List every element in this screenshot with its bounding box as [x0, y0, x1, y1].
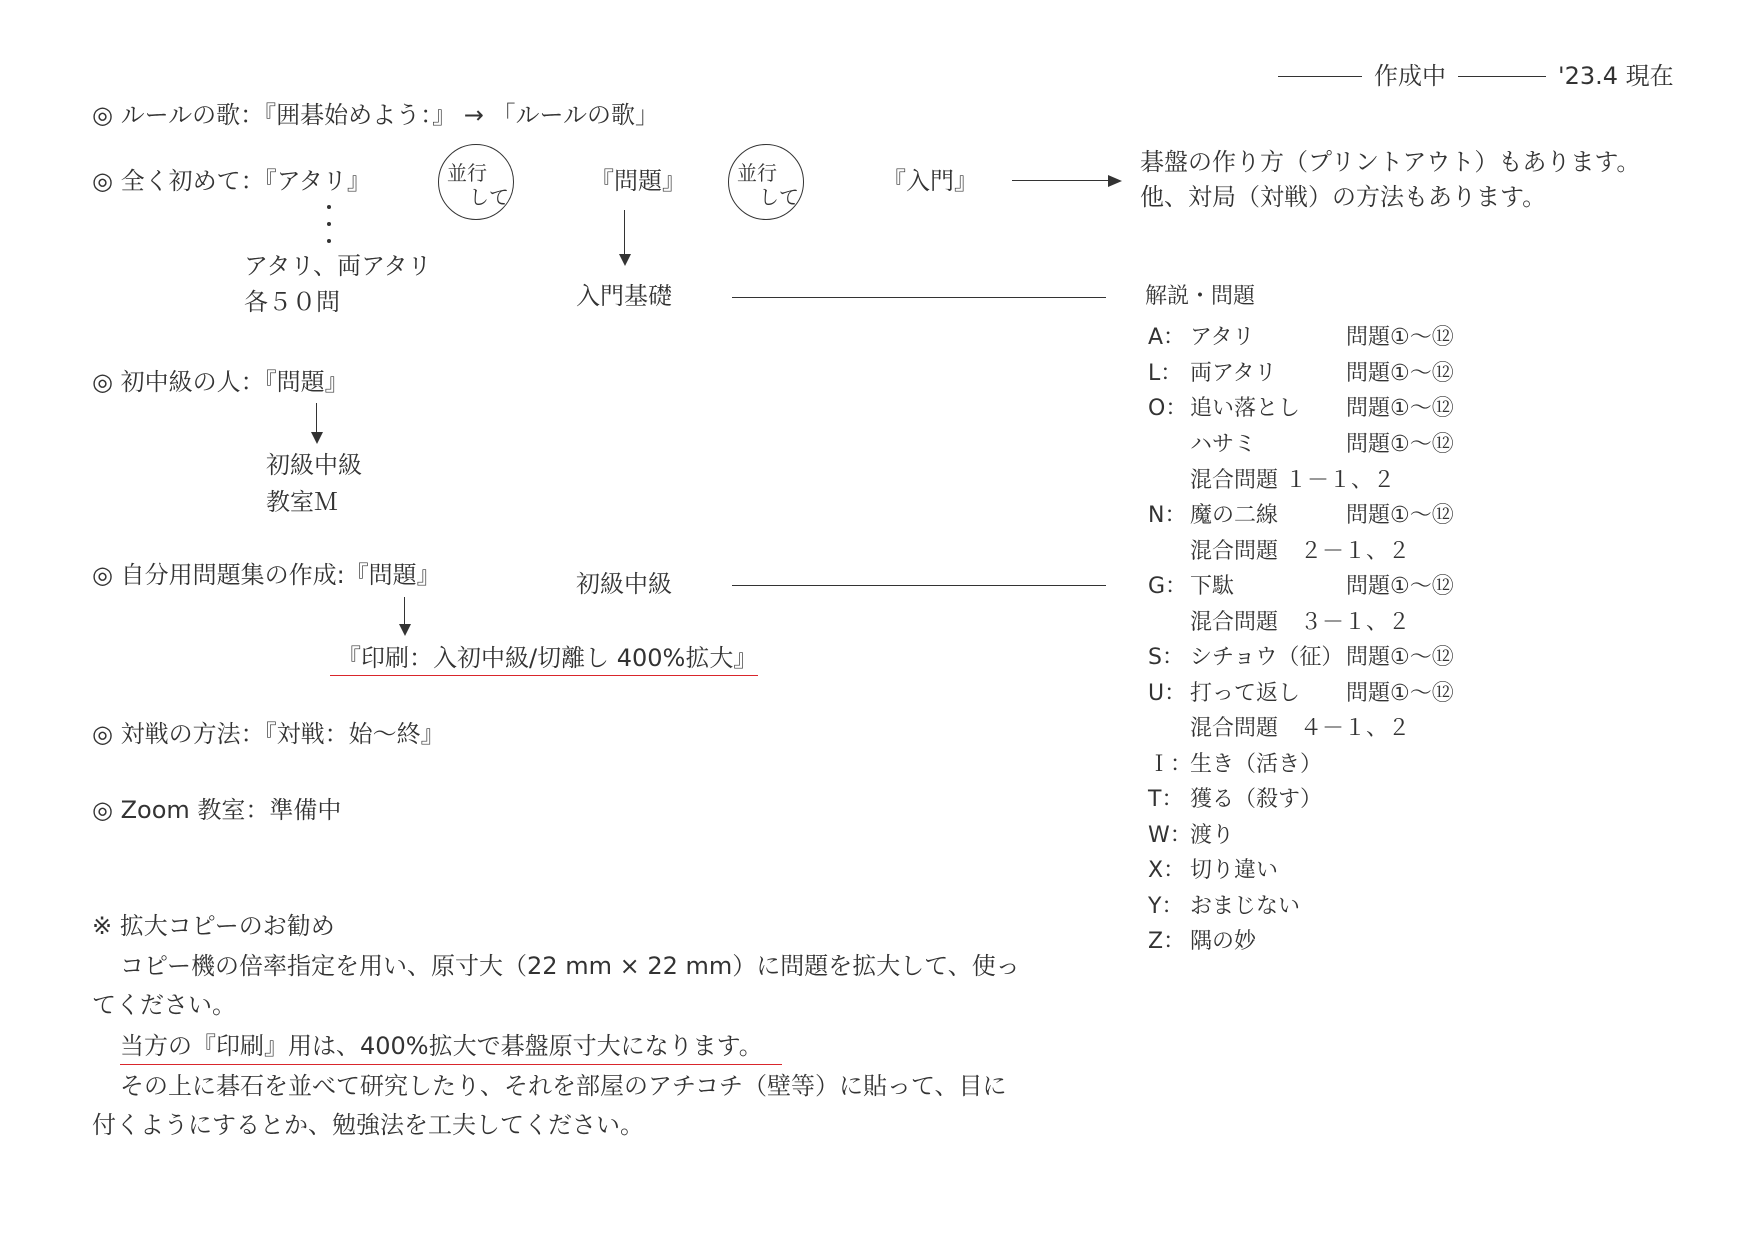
list-item-name: アタリ: [1190, 325, 1255, 350]
own-collection-label: ◎ 自分用問題集の作成:『問題』: [92, 561, 441, 589]
beginner-sub1: アタリ、両アタリ: [244, 252, 432, 280]
list-item-name: ハサミ: [1190, 432, 1257, 457]
list-item-name: 混合問題 ４－１、２: [1190, 716, 1411, 741]
battle-method: ◎ 対戦の方法：『対戦：始～終』: [92, 720, 445, 748]
intermediate-sub2: 教室Ｍ: [266, 488, 338, 516]
beginner-mondai: 『問題』: [590, 167, 686, 195]
intermediate-down-line: [316, 403, 317, 433]
intermediate-down-head: [311, 432, 323, 444]
note-line-3: 当方の『印刷』用は、400%拡大で碁盤原寸大になります。: [120, 1032, 763, 1060]
list-item-name: 切り違い: [1190, 858, 1279, 883]
note-line-1: コピー機の倍率指定を用い、原寸大（22 mm × 22 mm）に問題を拡大して、使っ: [120, 952, 1020, 980]
nyumon-kiso-connector: [732, 297, 1106, 298]
nyumon-arrow-line: [1012, 180, 1110, 181]
zoom-class: ◎ Zoom 教室：準備中: [92, 796, 342, 824]
beginner-sub2: 各５０問: [244, 288, 340, 316]
list-item-name: シチョウ（征）: [1190, 645, 1344, 670]
list-item-label: Y：: [1148, 894, 1184, 919]
header-date: '23.4 現在: [1558, 62, 1674, 90]
list-item-name: 混合問題 １－１、２: [1190, 468, 1395, 493]
list-item-label: G：: [1148, 574, 1188, 599]
parallel-circle-1-bottom: して: [469, 185, 509, 209]
list-item-range: 問題①～⑫: [1346, 361, 1454, 386]
parallel-circle-2-top: 並行: [737, 161, 777, 185]
print-underline: [330, 675, 758, 676]
list-item-label: U：: [1148, 681, 1187, 706]
list-item-label: N：: [1148, 503, 1187, 528]
list-item-range: 問題①～⑫: [1346, 574, 1454, 599]
list-item-label: O：: [1148, 396, 1188, 421]
list-item-name: 打って返し: [1190, 681, 1301, 706]
list-item-range: 問題①～⑫: [1346, 503, 1454, 528]
parallel-circle-1-top: 並行: [447, 161, 487, 185]
dot-2: [327, 222, 331, 226]
mondai-down-head: [619, 254, 631, 266]
list-item-name: おまじない: [1190, 894, 1301, 919]
note-underline: [120, 1064, 782, 1065]
goban-note-1: 碁盤の作り方（プリントアウト）もあります。: [1140, 148, 1641, 176]
own-collection-down-line: [404, 597, 405, 625]
list-item-label: W：: [1148, 823, 1192, 848]
beginner-label: ◎ 全く初めて：『アタリ』: [92, 167, 371, 195]
list-item-name: 生き（活き）: [1190, 752, 1323, 777]
beginner-nyumon: 『入門』: [882, 167, 978, 195]
list-item-label: T：: [1148, 787, 1184, 812]
rules-song-line: ◎ ルールの歌：『囲碁始めよう：』 → 「ルールの歌」: [92, 101, 659, 129]
list-item-range: 問題①～⑫: [1346, 432, 1454, 457]
list-item-label: A：: [1148, 325, 1186, 350]
goban-note-2: 他、対局（対戦）の方法もあります。: [1140, 183, 1547, 211]
list-item-range: 問題①～⑫: [1346, 325, 1454, 350]
parallel-circle-1: [438, 144, 514, 220]
list-item-range: 問題①～⑫: [1346, 645, 1454, 670]
list-item-name: 混合問題 ２－１、２: [1190, 539, 1411, 564]
list-item-name: 渡り: [1190, 823, 1235, 848]
note-line-2: てください。: [92, 991, 236, 1019]
list-item-name: 下駄: [1190, 574, 1235, 599]
nyumon-kiso: 入門基礎: [576, 282, 672, 310]
intermediate-sub1: 初級中級: [266, 451, 362, 479]
list-item-range: 問題①～⑫: [1346, 396, 1454, 421]
list-item-range: 問題①～⑫: [1346, 681, 1454, 706]
dot-1: [327, 205, 331, 209]
list-item-name: 獲る（殺す）: [1190, 787, 1323, 812]
list-item-name: 追い落とし: [1190, 396, 1301, 421]
header-status: 作成中: [1374, 62, 1446, 90]
list-item-name: 魔の二線: [1190, 503, 1279, 528]
list-item-name: 混合問題 ３－１、２: [1190, 610, 1411, 635]
note-title: ※ 拡大コピーのお勧め: [92, 912, 335, 940]
header-rule-left: [1278, 76, 1362, 77]
list-item-label: S：: [1148, 645, 1184, 670]
parallel-circle-2: [728, 144, 804, 220]
list-item-name: 隅の妙: [1190, 929, 1257, 954]
mondai-down-line: [624, 210, 625, 255]
own-collection-shokyu: 初級中級: [576, 570, 672, 598]
note-line-5: 付くようにするとか、勉強法を工夫してください。: [92, 1111, 644, 1139]
print-instruction: 『印刷：入初中級/切離し 400%拡大』: [337, 644, 758, 672]
parallel-circle-2-bottom: して: [759, 185, 799, 209]
header-rule-right: [1458, 76, 1546, 77]
list-item-label: X：: [1148, 858, 1186, 883]
list-item-label: L：: [1148, 361, 1183, 386]
shokyu-connector: [732, 585, 1106, 586]
list-item-name: 両アタリ: [1190, 361, 1277, 386]
intermediate-label: ◎ 初中級の人：『問題』: [92, 368, 349, 396]
right-list-title: 解説・問題: [1145, 284, 1256, 309]
list-item-label: Ｉ：: [1148, 752, 1193, 777]
note-line-4: その上に碁石を並べて研究したり、それを部屋のアチコチ（壁等）に貼って、目に: [120, 1072, 1007, 1100]
own-collection-down-head: [399, 624, 411, 636]
list-item-label: Z：: [1148, 929, 1186, 954]
nyumon-arrow-head: [1108, 175, 1122, 187]
dot-3: [327, 239, 331, 243]
